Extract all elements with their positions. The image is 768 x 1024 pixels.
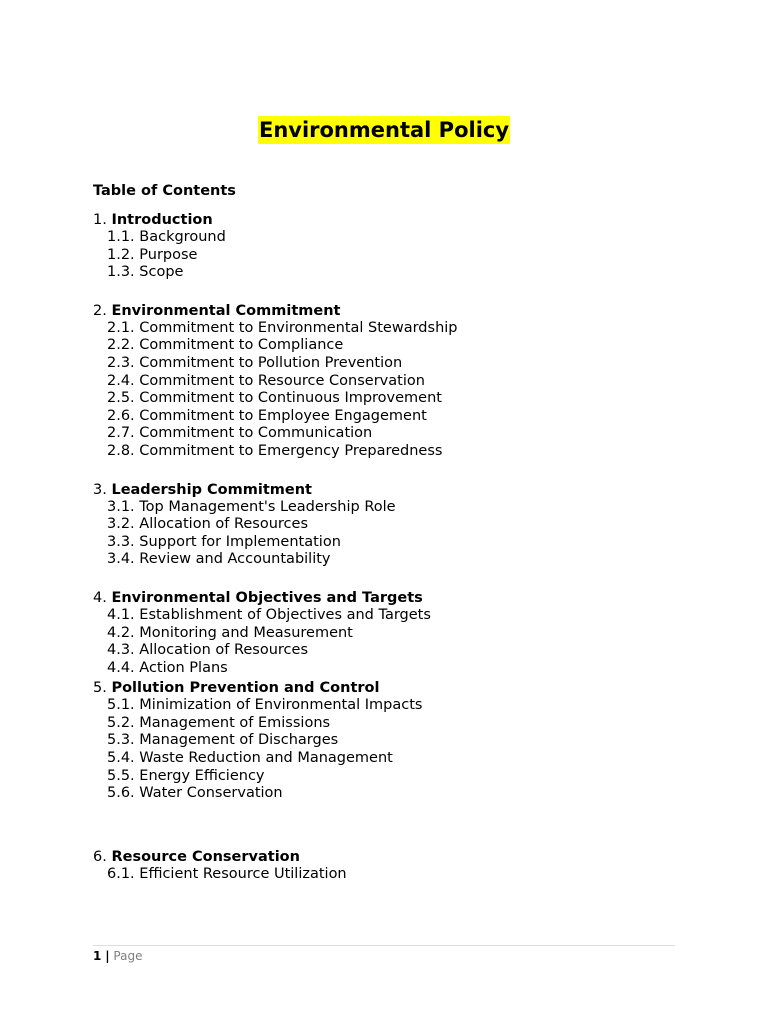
toc-subitem: 6.1. Efficient Resource Utilization <box>107 865 347 882</box>
page-footer <box>93 948 142 964</box>
toc-subitem: 1.2. Purpose <box>107 246 198 263</box>
toc-section-number: 5. <box>93 680 107 697</box>
toc-subitem: 5.1. Minimization of Environmental Impacts <box>107 697 423 714</box>
table-of-contents <box>93 211 693 883</box>
toc-subitem: 4.3. Allocation of Resources <box>107 642 309 659</box>
toc-section-label: Environmental Commitment <box>111 302 341 319</box>
toc-subitem: 2.7. Commitment to Communication <box>107 425 373 442</box>
toc-section-title <box>93 679 693 697</box>
footer-separator: | <box>105 949 110 963</box>
title-container <box>0 116 768 144</box>
toc-section-number: 1. <box>93 212 107 228</box>
footer-divider <box>93 945 675 946</box>
toc-subitem: 2.3. Commitment to Pollution Prevention <box>107 354 403 371</box>
toc-section-title <box>93 848 693 866</box>
toc-section-title <box>93 302 693 320</box>
toc-subitem: 2.2. Commitment to Compliance <box>107 337 344 354</box>
document-title: Environmental Policy <box>258 118 510 142</box>
toc-section-number: 4. <box>93 589 107 606</box>
toc-section <box>93 679 693 803</box>
toc-subitem: 1.1. Background <box>107 229 226 245</box>
toc-section-label: Environmental Objectives and Targets <box>111 589 423 606</box>
toc-subitem: 5.5. Energy Efficiency <box>107 767 265 784</box>
toc-section <box>93 302 693 461</box>
toc-subitem: 1.3. Scope <box>107 264 184 281</box>
toc-subitem: 5.4. Waste Reduction and Management <box>107 750 393 767</box>
toc-section-title <box>93 481 693 499</box>
toc-subitem: 2.4. Commitment to Resource Conservation <box>107 372 425 389</box>
toc-subitem: 3.4. Review and Accountability <box>107 551 331 568</box>
toc-section <box>93 211 693 282</box>
toc-subitem: 4.2. Monitoring and Measurement <box>107 624 353 641</box>
toc-section-label: Resource Conservation <box>111 848 300 865</box>
toc-subitem: 2.6. Commitment to Employee Engagement <box>107 407 427 424</box>
toc-section-number: 6. <box>93 848 107 865</box>
toc-section <box>93 481 693 569</box>
toc-heading: Table of Contents <box>93 183 236 199</box>
toc-section-label: Pollution Prevention and Control <box>111 680 380 697</box>
toc-section-number: 2. <box>93 302 107 319</box>
toc-subitem: 4.1. Establishment of Objectives and Targets <box>107 606 431 623</box>
toc-section-title <box>93 211 693 229</box>
toc-subitem: 5.6. Water Conservation <box>107 785 283 802</box>
page-number: 1 <box>93 949 102 963</box>
toc-subitem: 3.3. Support for Implementation <box>107 533 341 550</box>
toc-section <box>93 589 693 677</box>
toc-section-title <box>93 589 693 607</box>
toc-subitem: 2.8. Commitment to Emergency Preparedness <box>107 442 443 459</box>
toc-subitem: 5.3. Management of Discharges <box>107 732 339 749</box>
toc-subitem: 2.5. Commitment to Continuous Improvement <box>107 390 442 407</box>
toc-section-number: 3. <box>93 481 107 498</box>
toc-section-label: Introduction <box>111 212 213 228</box>
page-label: Page <box>113 949 143 963</box>
toc-subitem: 5.2. Management of Emissions <box>107 714 331 731</box>
toc-subitem: 3.1. Top Management's Leadership Role <box>107 498 396 515</box>
toc-section <box>93 848 693 884</box>
toc-subitem: 3.2. Allocation of Resources <box>107 516 309 533</box>
toc-subitem: 2.1. Commitment to Environmental Stewardship <box>107 319 458 336</box>
toc-section-label: Leadership Commitment <box>111 481 312 498</box>
toc-subitem: 4.4. Action Plans <box>107 659 228 676</box>
